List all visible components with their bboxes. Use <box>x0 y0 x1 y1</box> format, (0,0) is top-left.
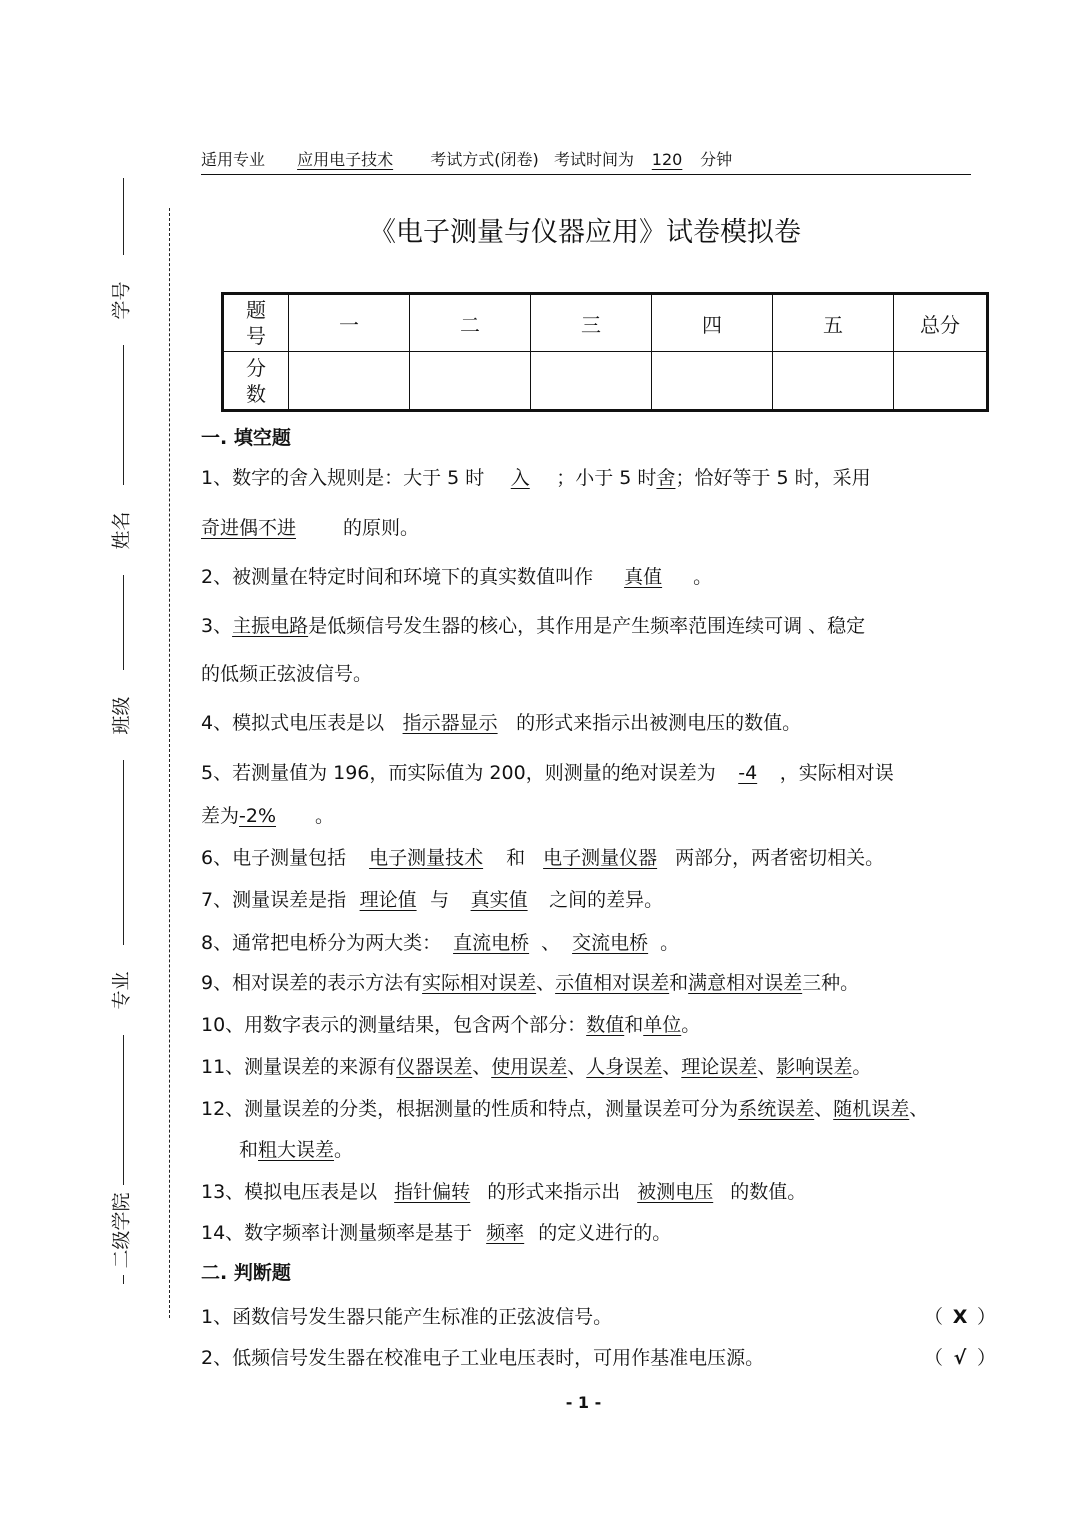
score-cell <box>894 352 988 411</box>
page-title: 《电子测量与仪器应用》试卷模拟卷 <box>369 217 801 248</box>
question-10: 10、用数字表示的测量结果，包含两个部分：数值和单位。 <box>201 1014 701 1036</box>
question-9: 9、相对误差的表示方法有实际相对误差、示值相对误差和满意相对误差三种。 <box>201 972 860 994</box>
question-12-cont: 和粗大误差。 <box>239 1139 354 1161</box>
question-11: 11、测量误差的来源有仪器误差、使用误差、人身误差、理论误差、影响误差。 <box>201 1056 872 1078</box>
score-table-header-row <box>223 294 988 352</box>
tf-answer-2: （ √ ） <box>924 1344 996 1372</box>
score-cell <box>773 352 894 411</box>
question-12: 12、测量误差的分类，根据测量的性质和特点，测量误差可分为系统误差、随机误差、 <box>201 1098 929 1120</box>
page-number: - 1 - <box>565 1393 602 1412</box>
question-3-cont: 的低频正弦波信号。 <box>201 663 373 685</box>
time-unit: 分钟 <box>700 150 733 169</box>
tf-answer-2-mark: √ <box>953 1347 967 1369</box>
question-5-cont: 差为-2% 。 <box>201 805 335 827</box>
question-1: 1、数字的舍入规则是：大于 5 时 入 ；小于 5 时舍；恰好等于 5 时，采用 <box>201 467 871 489</box>
column-three: 三 <box>531 294 652 352</box>
tf-question-2: 2、低频信号发生器在校准电子工业电压表时，可用作基准电压源。 <box>201 1347 765 1369</box>
question-4: 4、模拟式电压表是以 指示器显示 的形式来指示出被测电压的数值。 <box>201 712 802 734</box>
question-7: 7、测量误差是指 理论值 与 真实值 之间的差异。 <box>201 889 664 911</box>
binding-dashed-line <box>169 208 170 1318</box>
score-cell <box>531 352 652 411</box>
section-heading-true-false: 二. 判断题 <box>201 1262 291 1284</box>
score-table-score-row <box>223 352 988 411</box>
question-number-label: 题 号 <box>223 294 289 352</box>
question-5: 5、若测量值为 196，而实际值为 200，则测量的绝对误差为 -4 ，实际相对误 <box>201 762 894 784</box>
score-cell <box>410 352 531 411</box>
score-table <box>221 292 989 412</box>
question-14: 14、数字频率计测量频率是基于 频率 的定义进行的。 <box>201 1222 672 1244</box>
question-8: 8、通常把电桥分为两大类： 直流电桥 、 交流电桥 。 <box>201 932 680 954</box>
time-value: 120 <box>651 150 683 169</box>
score-cell <box>652 352 773 411</box>
column-five: 五 <box>773 294 894 352</box>
question-3: 3、主振电路是低频信号发生器的核心，其作用是产生频率范围连续可调 、稳定 <box>201 615 866 637</box>
tf-question-1: 1、函数信号发生器只能产生标准的正弦波信号。 <box>201 1306 613 1328</box>
question-2: 2、被测量在特定时间和环境下的真实数值叫作 真值 。 <box>201 566 713 588</box>
side-label-major: 专业 <box>100 945 140 1035</box>
question-13: 13、模拟电压表是以 指针偏转 的形式来指示出 被测电压 的数值。 <box>201 1181 807 1203</box>
score-label: 分 数 <box>223 352 289 411</box>
score-cell <box>289 352 410 411</box>
column-two: 二 <box>410 294 531 352</box>
side-label-name: 姓名 <box>100 485 140 575</box>
side-label-college: 二级学院 <box>100 1185 140 1275</box>
tf-answer-1-mark: X <box>952 1306 968 1328</box>
exam-header <box>201 148 971 175</box>
question-6: 6、电子测量包括 电子测量技术 和 电子测量仪器 两部分，两者密切相关。 <box>201 847 885 869</box>
column-four: 四 <box>652 294 773 352</box>
exam-mode: 考试方式(闭卷) <box>430 150 539 169</box>
section-heading-fill-blank: 一. 填空题 <box>201 427 291 449</box>
column-one: 一 <box>289 294 410 352</box>
major-label: 适用专业 <box>201 150 266 169</box>
column-total: 总分 <box>894 294 988 352</box>
time-label: 考试时间为 <box>554 150 635 169</box>
question-1-cont: 奇进偶不进 的原则。 <box>201 517 420 539</box>
side-label-class: 班级 <box>100 670 140 760</box>
tf-answer-1: （ X ） <box>924 1303 996 1331</box>
major-value: 应用电子技术 <box>297 150 394 169</box>
side-label-student-id: 学号 <box>100 255 140 345</box>
